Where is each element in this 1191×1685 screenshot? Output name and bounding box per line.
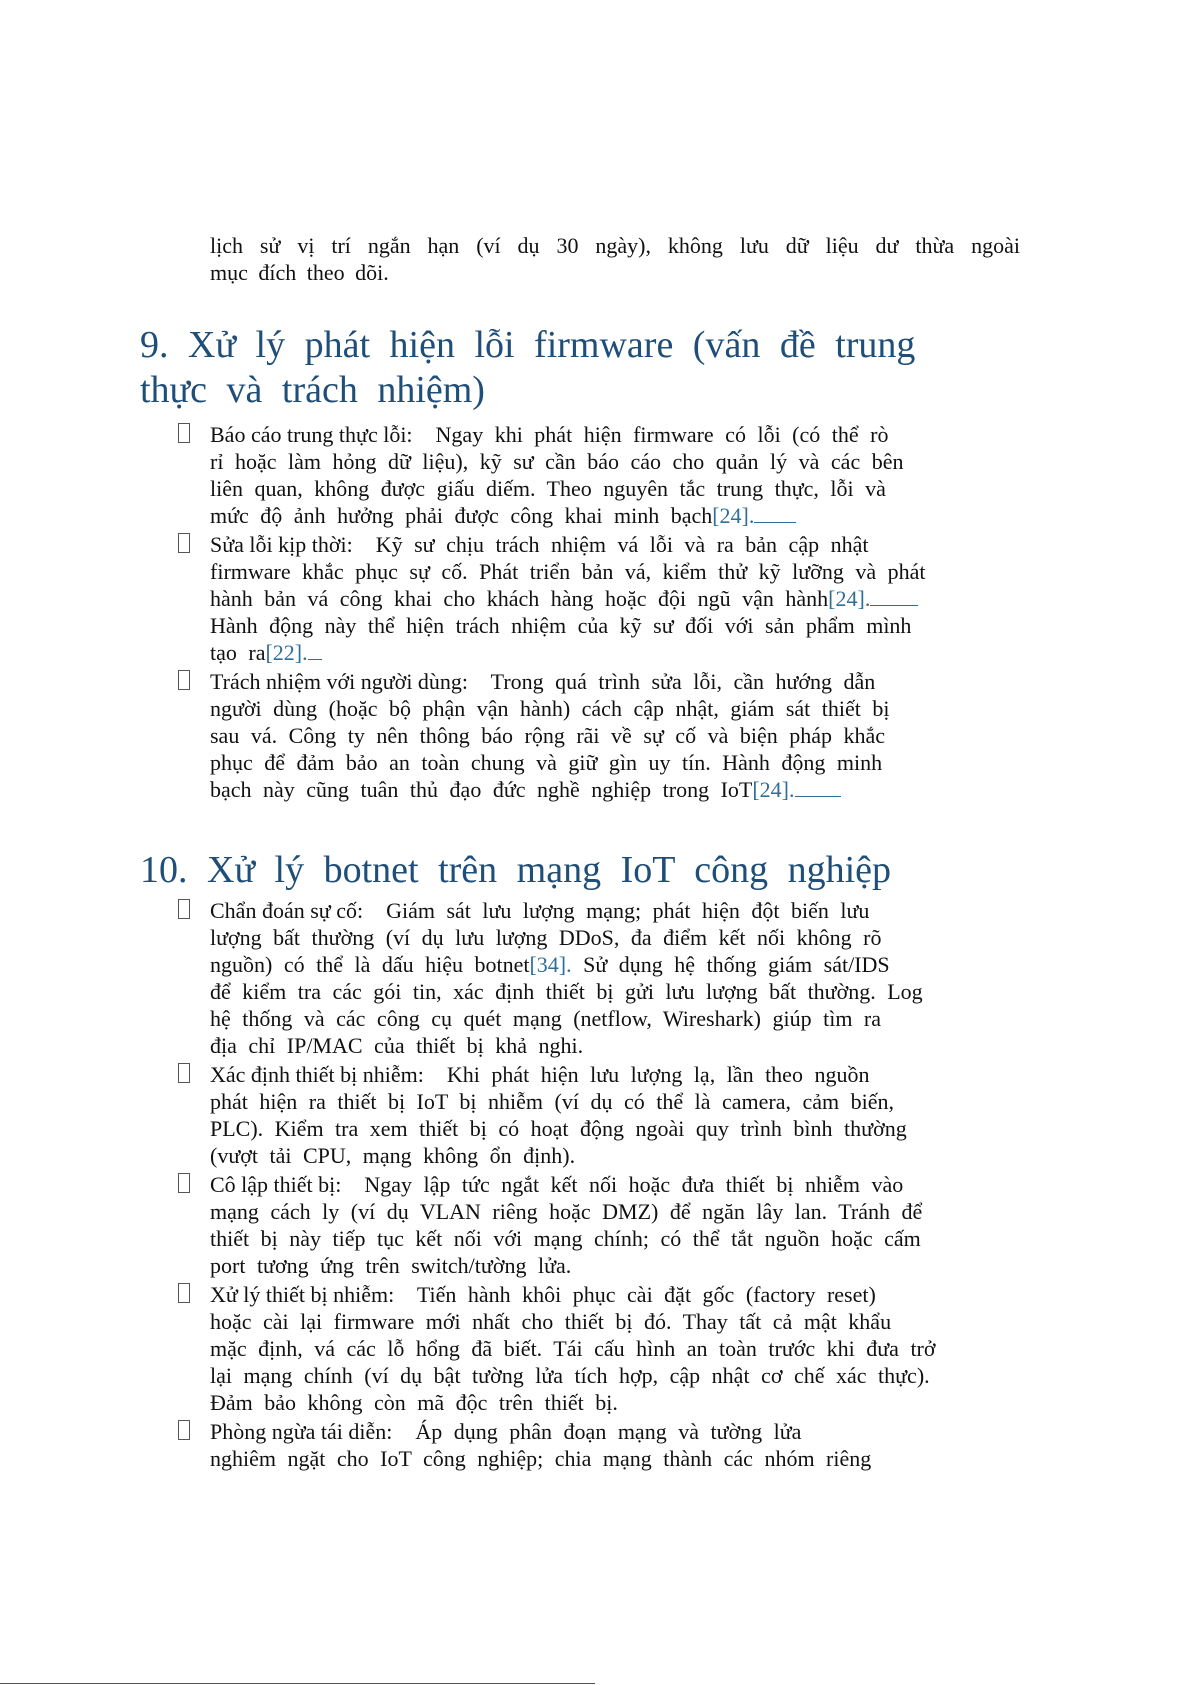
item-label: Xác định thiết bị nhiễm: <box>210 1062 424 1087</box>
bullet-box-icon <box>178 1420 190 1440</box>
bullet-box-icon <box>178 533 190 553</box>
bullet-box-icon <box>178 670 190 690</box>
item-text: Ngay khi phát hiện firmware có lỗi (có thể rò <box>435 422 889 447</box>
list-item <box>178 421 1030 529</box>
item-label: Báo cáo trung thực lỗi: <box>210 422 413 447</box>
section-10-heading-line-1: 10. Xử lý botnet trên mạng IoT công nghiệp <box>140 849 892 891</box>
item-text: Hành động này thể hiện trách nhiệm của kỹ sư đối với sản phẩm mình <box>210 613 912 638</box>
item-text: địa chỉ IP/MAC của thiết bị khả nghi. <box>210 1033 584 1058</box>
bullet-box-icon <box>178 1063 190 1083</box>
item-label: Sửa lỗi kịp thời: <box>210 532 353 557</box>
item-text: phục để đảm bảo an toàn chung và giữ gìn uy tín. Hành động minh <box>210 750 883 775</box>
section-10-heading <box>140 848 891 893</box>
item-text: Sử dụng hệ thống giám sát/IDS <box>583 952 890 977</box>
item-text: tạo ra <box>210 640 266 665</box>
list-item <box>178 1281 1030 1416</box>
section-9-list <box>178 421 1030 805</box>
item-text: bạch này cũng tuân thủ đạo đức nghề nghiệp trong IoT <box>210 777 753 802</box>
item-label: Cô lập thiết bị: <box>210 1172 342 1197</box>
citation-link[interactable]: [24]. <box>752 777 795 802</box>
item-text: người dùng (hoặc bộ phận vận hành) cách cập nhật, giám sát thiết bị <box>210 696 890 721</box>
item-text: hệ thống và các công cụ quét mạng (netflow, Wireshark) giúp tìm ra <box>210 1006 882 1031</box>
link-underline <box>308 639 322 660</box>
section-9-heading <box>140 323 915 413</box>
list-item <box>178 1171 1030 1279</box>
section-9-heading-line-1: 9. Xử lý phát hiện lỗi firmware (vấn đề trung <box>140 324 916 366</box>
citation-link[interactable]: [22]. <box>265 640 308 665</box>
bullet-box-icon <box>178 1283 190 1303</box>
list-item <box>178 531 1030 666</box>
item-text: lại mạng chính (ví dụ bật tường lửa tích hợp, cập nhật cơ chế xác thực). <box>210 1363 930 1388</box>
item-text: nguồn) có thể là dấu hiệu botnet <box>210 952 530 977</box>
item-text: firmware khắc phục sự cố. Phát triển bản vá, kiểm thử kỹ lưỡng và phát <box>210 559 926 584</box>
lead-paragraph <box>210 232 1020 286</box>
item-label: Trách nhiệm với người dùng: <box>210 669 469 694</box>
lead-line-2: mục đích theo dõi. <box>210 260 389 285</box>
item-label: Phòng ngừa tái diễn: <box>210 1419 393 1444</box>
list-item <box>178 1061 1030 1169</box>
bullet-box-icon <box>178 899 190 919</box>
list-item <box>178 1418 1030 1472</box>
item-text: sau vá. Công ty nên thông báo rộng rãi về sự cố và biện pháp khắc <box>210 723 885 748</box>
item-text: Giám sát lưu lượng mạng; phát hiện đột biến lưu <box>386 898 870 923</box>
item-label: Xử lý thiết bị nhiễm: <box>210 1282 395 1307</box>
link-underline <box>870 585 918 606</box>
bullet-box-icon <box>178 423 190 443</box>
item-text: phát hiện ra thiết bị IoT bị nhiễm (ví dụ có thể là camera, cảm biến, <box>210 1089 894 1114</box>
item-text: lượng bất thường (ví dụ lưu lượng DDoS, đa điểm kết nối không rõ <box>210 925 882 950</box>
item-text: Tiến hành khôi phục cài đặt gốc (factory reset) <box>416 1282 876 1307</box>
item-text: để kiểm tra các gói tin, xác định thiết bị gửi lưu lượng bất thường. Log <box>210 979 923 1004</box>
item-label: Chẩn đoán sự cố: <box>210 898 364 923</box>
item-text: hoặc cài lại firmware mới nhất cho thiết bị đó. Thay tất cả mật khẩu <box>210 1309 892 1334</box>
item-text: PLC). Kiểm tra xem thiết bị có hoạt động ngoài quy trình bình thường <box>210 1116 907 1141</box>
item-text: hành bản vá công khai cho khách hàng hoặc đội ngũ vận hành <box>210 586 829 611</box>
item-text: Ngay lập tức ngắt kết nối hoặc đưa thiết bị nhiễm vào <box>364 1172 904 1197</box>
citation-link[interactable]: [34]. <box>529 952 572 977</box>
section-9-heading-line-2: thực và trách nhiệm) <box>140 369 485 411</box>
item-text: Khi phát hiện lưu lượng lạ, lần theo nguồn <box>446 1062 870 1087</box>
item-text: nghiêm ngặt cho IoT công nghiệp; chia mạng thành các nhóm riêng <box>210 1446 872 1471</box>
lead-line-1: lịch sử vị trí ngắn hạn (ví dụ 30 ngày), không lưu dữ liệu dư thừa ngoài <box>210 233 1020 258</box>
item-text: Trong quá trình sửa lỗi, cần hướng dẫn <box>490 669 876 694</box>
item-text: Kỹ sư chịu trách nhiệm vá lỗi và ra bản cập nhật <box>375 532 869 557</box>
item-text: mức độ ảnh hưởng phải được công khai minh bạch <box>210 503 713 528</box>
item-text: mạng cách ly (ví dụ VLAN riêng hoặc DMZ) để ngăn lây lan. Tránh để <box>210 1199 923 1224</box>
link-underline <box>754 502 796 523</box>
item-text: thiết bị này tiếp tục kết nối với mạng chính; có thể tắt nguồn hoặc cấm <box>210 1226 921 1251</box>
section-10-list <box>178 897 1030 1474</box>
item-text: liên quan, không được giấu diếm. Theo nguyên tắc trung thực, lỗi và <box>210 476 886 501</box>
link-underline <box>795 776 841 797</box>
item-text: rỉ hoặc làm hỏng dữ liệu), kỹ sư cần báo cáo cho quản lý và các bên <box>210 449 904 474</box>
list-item <box>178 897 1030 1059</box>
item-text: Đảm bảo không còn mã độc trên thiết bị. <box>210 1390 618 1415</box>
item-text: mặc định, vá các lỗ hổng đã biết. Tái cấu hình an toàn trước khi đưa trở <box>210 1336 936 1361</box>
item-text: Áp dụng phân đoạn mạng và tường lửa <box>415 1419 802 1444</box>
footnote-separator <box>0 1683 595 1684</box>
item-text: (vượt tải CPU, mạng không ổn định). <box>210 1143 576 1168</box>
item-text: port tương ứng trên switch/tường lửa. <box>210 1253 572 1278</box>
citation-link[interactable]: [24]. <box>828 586 871 611</box>
list-item <box>178 668 1030 803</box>
bullet-box-icon <box>178 1173 190 1193</box>
citation-link[interactable]: [24]. <box>712 503 755 528</box>
